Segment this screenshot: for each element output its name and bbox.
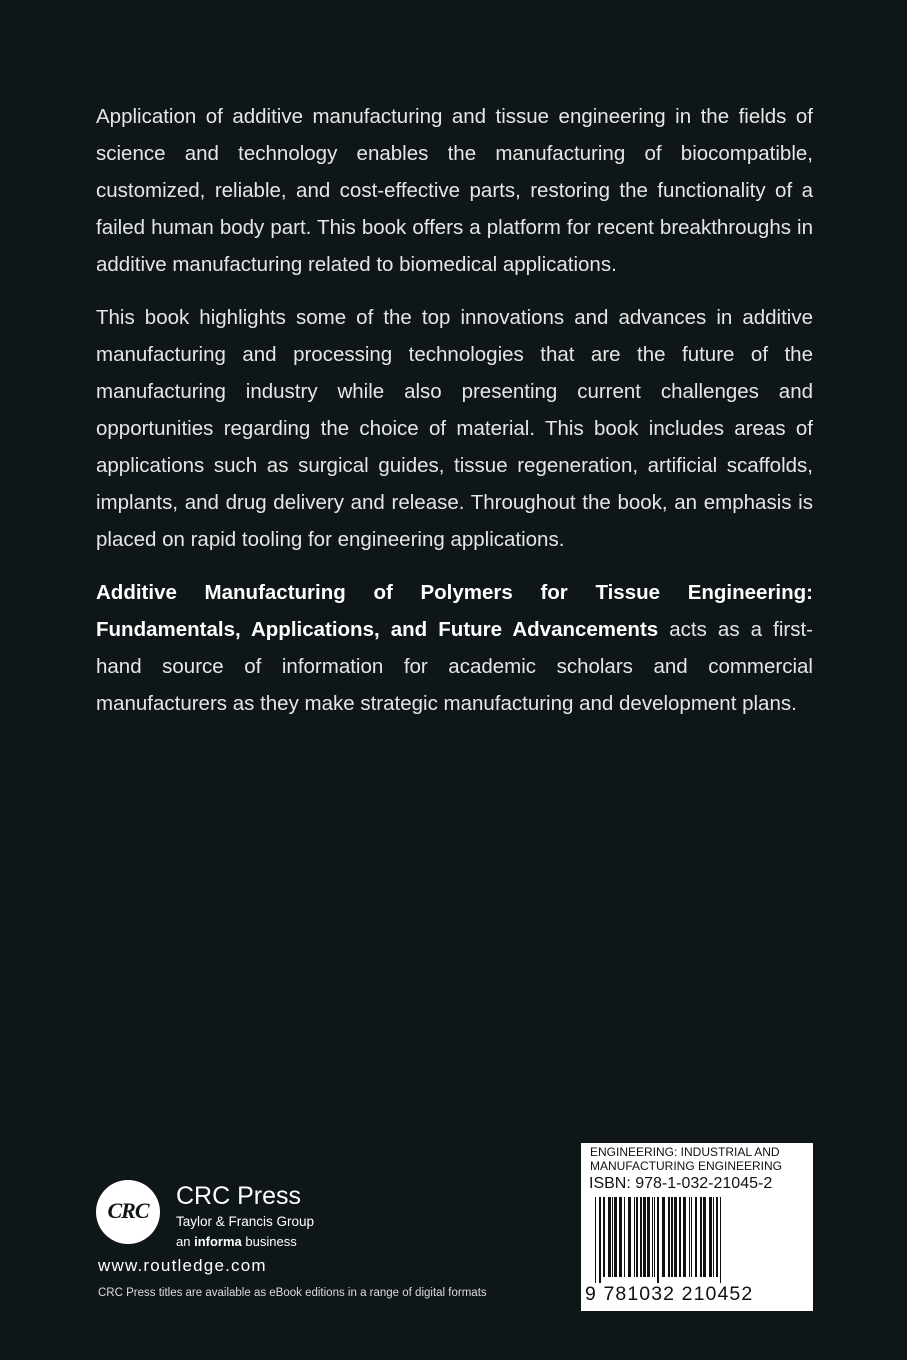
barcode-bar — [599, 1197, 601, 1283]
barcode-bar — [647, 1197, 650, 1277]
barcode-bar — [683, 1197, 686, 1277]
crc-logo-icon — [96, 1180, 160, 1244]
barcode-bar — [608, 1197, 611, 1277]
isbn-label: ISBN: 978-1-032-21045-2 — [589, 1175, 773, 1192]
barcode-bar — [695, 1197, 697, 1277]
publisher-group: Taylor & Francis Group — [176, 1214, 315, 1229]
business-suffix: business — [245, 1234, 297, 1249]
blurb-paragraph-2: This book highlights some of the top innovations and advances in additive manufacturing and processing technologies that are the future of the manufacturing industry while also presenting current challenges and opportunities regarding the choice of material. This book includes areas of applications such as surgical guides, tissue regeneration, artificial scaffolds, implants, and drug delivery and release. Throughout the book, an emphasis is placed on rapid tooling for engineering applications. — [96, 306, 813, 551]
blurb-paragraph-1: Application of additive manufacturing and tissue engineering in the fields of science and technology enables the manufacturing of biocompatible, customized, reliable, and cost-effective parts, restoring the functionality of a failed human body part. This book offers a platform for recent breakthroughs in additive manufacturing related to biomedical applications. — [96, 105, 813, 276]
ebook-note: CRC Press titles are available as eBook editions in a range of digital formats — [98, 1287, 487, 1299]
barcode-bar — [671, 1197, 673, 1277]
barcode-bar — [709, 1197, 712, 1277]
blurb-paragraph-3 — [96, 574, 813, 722]
barcode-bar — [595, 1197, 596, 1283]
barcode-bar — [713, 1197, 714, 1277]
barcode-bar — [720, 1197, 721, 1283]
barcode-bar — [652, 1197, 653, 1277]
barcode-bar — [624, 1197, 625, 1277]
barcode-bar — [679, 1197, 681, 1277]
barcode-panel — [581, 1143, 813, 1311]
barcode-bar — [691, 1197, 692, 1277]
barcode-bar — [700, 1197, 702, 1277]
barcode-digits: 9 781032 210452 — [585, 1283, 754, 1305]
crc-logo-text: CRC — [107, 1198, 149, 1223]
barcode-bar — [654, 1197, 655, 1277]
blurb-paragraph-3-text: acts as a first-hand source of information for academic scholars and commercial manufacturers as they make strategic manufacturing and development plans. — [96, 618, 813, 715]
back-cover-blurb — [96, 98, 813, 738]
publisher-name: CRC Press — [176, 1182, 302, 1210]
barcode-icon — [593, 1197, 803, 1283]
barcode-bar — [662, 1197, 665, 1277]
business-brand: informa — [194, 1234, 242, 1249]
barcode-bar — [603, 1197, 605, 1277]
barcode-bar — [614, 1197, 617, 1277]
publisher-business — [176, 1234, 297, 1249]
barcode-bar — [716, 1197, 718, 1277]
barcode-bar — [628, 1197, 631, 1277]
barcode-bar — [634, 1197, 635, 1277]
barcode-bar — [636, 1197, 638, 1277]
subject-category: ENGINEERING: INDUSTRIAL AND MANUFACTURING ENGINEERING — [590, 1145, 783, 1173]
barcode-bar — [643, 1197, 646, 1277]
barcode-bar — [689, 1197, 690, 1277]
barcode-bar — [674, 1197, 677, 1277]
business-prefix: an — [176, 1234, 191, 1249]
barcode-bar — [657, 1197, 659, 1283]
barcode-bar — [668, 1197, 670, 1277]
barcode-bar — [640, 1197, 642, 1277]
barcode-bar — [703, 1197, 706, 1277]
publisher-website: www.routledge.com — [98, 1256, 267, 1275]
barcode-bar — [612, 1197, 613, 1277]
publisher-logo — [96, 1180, 356, 1260]
book-title: Additive Manufacturing of Polymers for Tissue Engineering: Fundamentals, Applications, and Future Advancements — [96, 581, 813, 641]
barcode-bar — [619, 1197, 622, 1277]
